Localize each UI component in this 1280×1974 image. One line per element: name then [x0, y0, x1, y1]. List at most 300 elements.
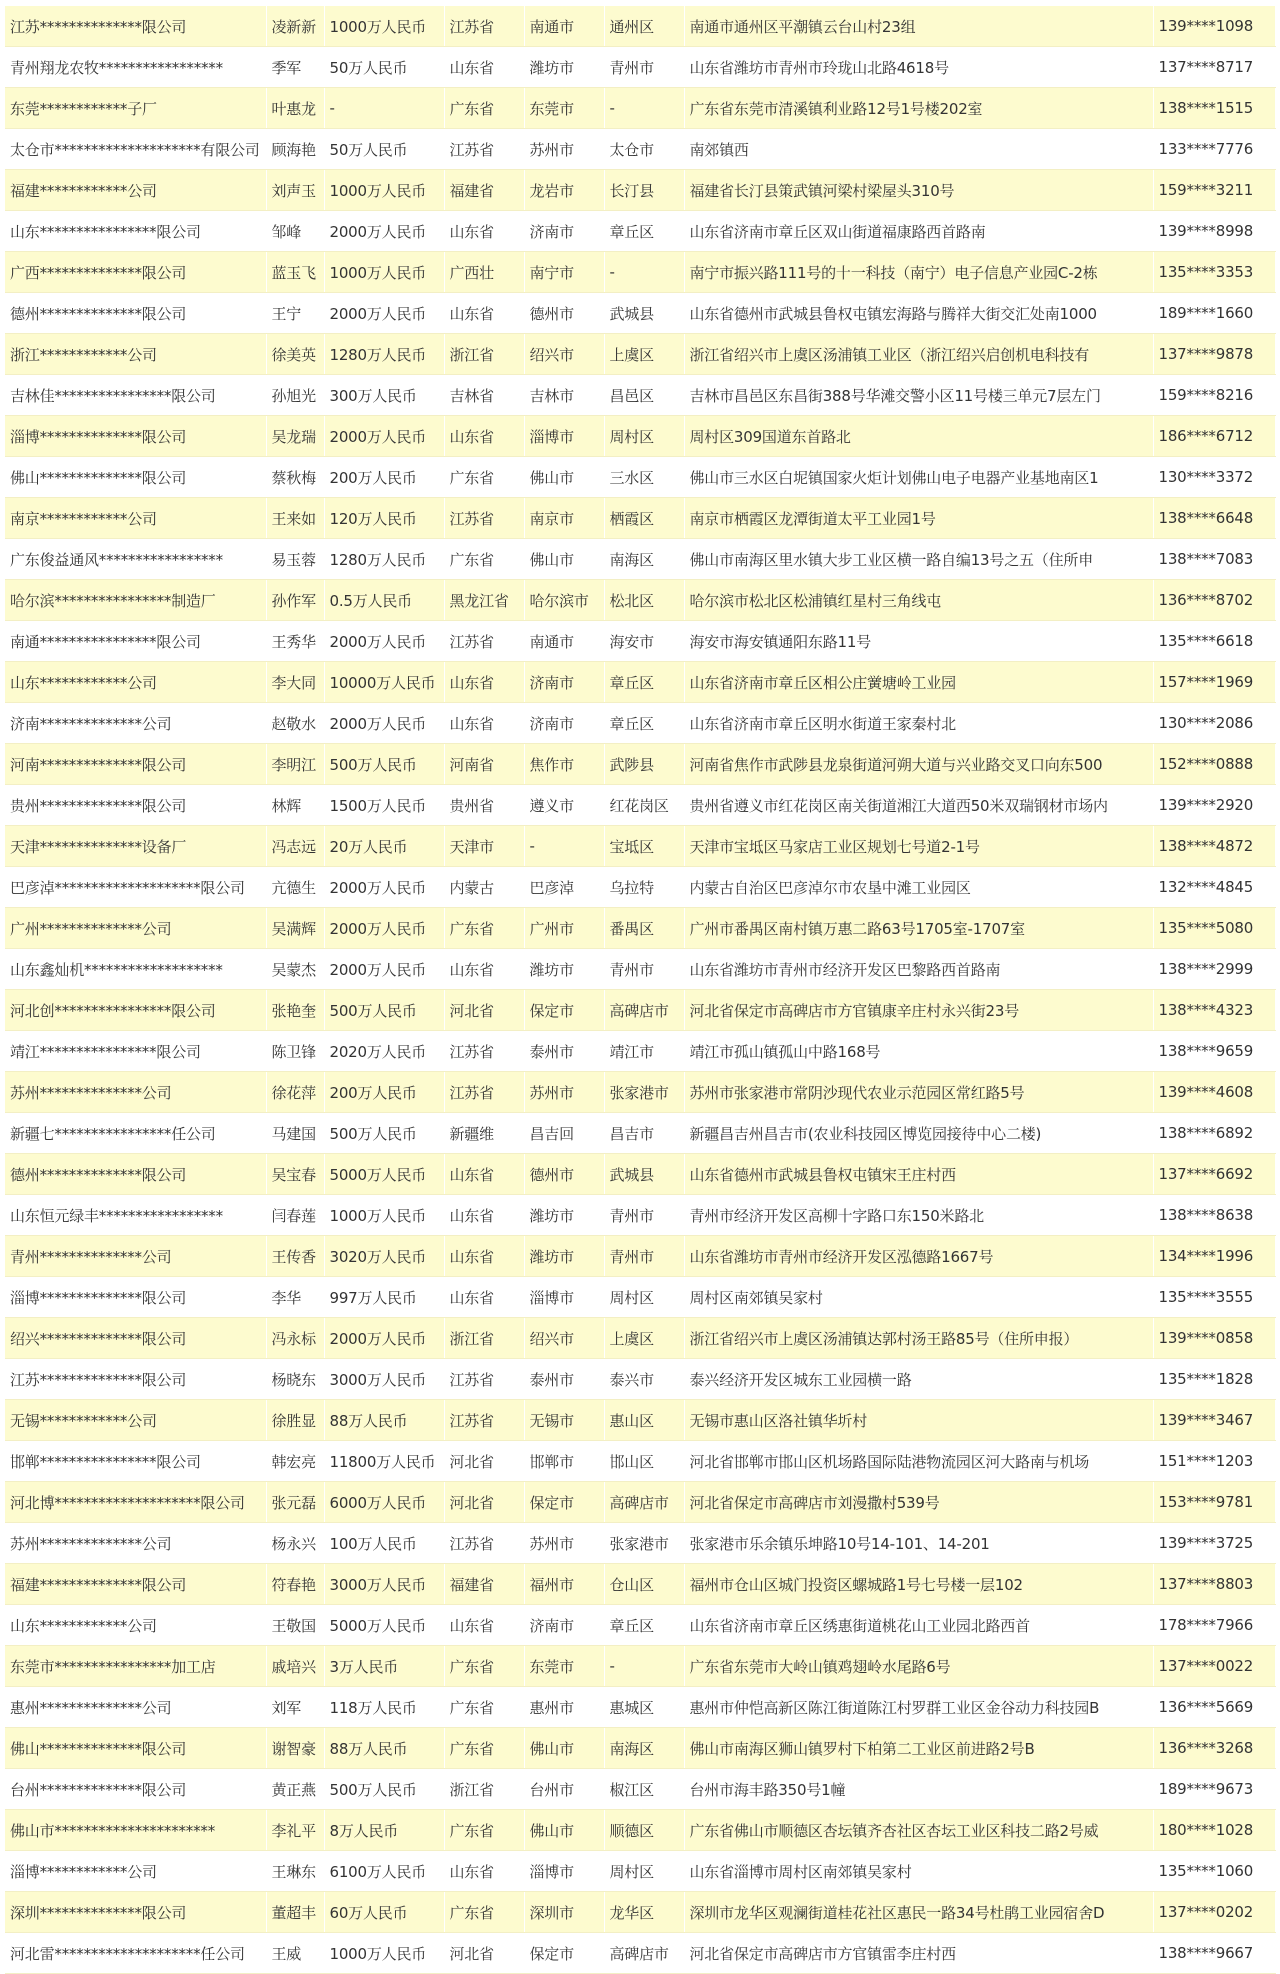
phone-cell: 135****5080	[1153, 908, 1275, 949]
company-name-cell: 青州**************公司	[5, 1236, 266, 1277]
district-cell: 昌邑区	[604, 375, 684, 416]
registered-capital-cell: 2000万人民币	[324, 1318, 444, 1359]
phone-cell: 189****1660	[1153, 293, 1275, 334]
table-row	[5, 1892, 1275, 1933]
address-cell: 吉林市昌邑区东昌街388号华滩交警小区11号楼三单元7层左门	[684, 375, 1153, 416]
legal-person-cell: 董超丰	[266, 1892, 324, 1933]
district-cell: 乌拉特	[604, 867, 684, 908]
phone-cell: 135****3555	[1153, 1277, 1275, 1318]
phone-cell: 133****7776	[1153, 129, 1275, 170]
registered-capital-cell: 997万人民币	[324, 1277, 444, 1318]
company-name-cell: 河北博********************限公司	[5, 1482, 266, 1523]
district-cell: 武城县	[604, 293, 684, 334]
address-cell: 南宁市振兴路111号的十一科技（南宁）电子信息产业园C-2栋	[684, 252, 1153, 293]
legal-person-cell: 李明江	[266, 744, 324, 785]
address-cell: 佛山市三水区白坭镇国家火炬计划佛山电子电器产业基地南区1	[684, 457, 1153, 498]
registered-capital-cell: -	[324, 88, 444, 129]
province-cell: 河南省	[444, 744, 524, 785]
address-cell: 内蒙古自治区巴彦淖尔市农垦中滩工业园区	[684, 867, 1153, 908]
table-row	[5, 498, 1275, 539]
district-cell: 栖霞区	[604, 498, 684, 539]
registered-capital-cell: 1280万人民币	[324, 539, 444, 580]
province-cell: 福建省	[444, 170, 524, 211]
registered-capital-cell: 100万人民币	[324, 1523, 444, 1564]
legal-person-cell: 王秀华	[266, 621, 324, 662]
province-cell: 广东省	[444, 1687, 524, 1728]
registered-capital-cell: 300万人民币	[324, 375, 444, 416]
district-cell: 青州市	[604, 47, 684, 88]
company-name-cell: 广东俊益通风*****************	[5, 539, 266, 580]
table-row	[5, 539, 1275, 580]
legal-person-cell: 林辉	[266, 785, 324, 826]
city-cell: 遵义市	[524, 785, 604, 826]
legal-person-cell: 蓝玉飞	[266, 252, 324, 293]
city-cell: 潍坊市	[524, 1195, 604, 1236]
registered-capital-cell: 0.5万人民币	[324, 580, 444, 621]
province-cell: 贵州省	[444, 785, 524, 826]
address-cell: 广州市番禺区南村镇万惠二路63号1705室-1707室	[684, 908, 1153, 949]
table-row	[5, 662, 1275, 703]
phone-cell: 132****4845	[1153, 867, 1275, 908]
table-row	[5, 457, 1275, 498]
table-row	[5, 416, 1275, 457]
legal-person-cell: 赵敬水	[266, 703, 324, 744]
district-cell: 章丘区	[604, 703, 684, 744]
registered-capital-cell: 1500万人民币	[324, 785, 444, 826]
company-name-cell: 深圳**************限公司	[5, 1892, 266, 1933]
province-cell: 河北省	[444, 1482, 524, 1523]
registered-capital-cell: 3000万人民币	[324, 1564, 444, 1605]
province-cell: 山东省	[444, 703, 524, 744]
district-cell: 海安市	[604, 621, 684, 662]
registered-capital-cell: 11800万人民币	[324, 1441, 444, 1482]
company-name-cell: 东莞市****************加工店	[5, 1646, 266, 1687]
district-cell: 红花岗区	[604, 785, 684, 826]
registered-capital-cell: 88万人民币	[324, 1400, 444, 1441]
city-cell: 苏州市	[524, 1072, 604, 1113]
phone-cell: 137****6692	[1153, 1154, 1275, 1195]
city-cell: 台州市	[524, 1769, 604, 1810]
phone-cell: 138****9667	[1153, 1933, 1275, 1974]
address-cell: 南通市通州区平潮镇云台山村23组	[684, 6, 1153, 47]
legal-person-cell: 王威	[266, 1933, 324, 1974]
registered-capital-cell: 50万人民币	[324, 47, 444, 88]
phone-cell: 136****3268	[1153, 1728, 1275, 1769]
table-row	[5, 293, 1275, 334]
phone-cell: 135****1060	[1153, 1851, 1275, 1892]
legal-person-cell: 吴宝春	[266, 1154, 324, 1195]
company-name-cell: 惠州**************公司	[5, 1687, 266, 1728]
company-name-cell: 河南**************限公司	[5, 744, 266, 785]
address-cell: 佛山市南海区狮山镇罗村下柏第二工业区前进路2号B	[684, 1728, 1153, 1769]
province-cell: 新疆维	[444, 1113, 524, 1154]
address-cell: 泰兴经济开发区城东工业园横一路	[684, 1359, 1153, 1400]
table-row	[5, 826, 1275, 867]
company-name-cell: 台州**************限公司	[5, 1769, 266, 1810]
province-cell: 广东省	[444, 88, 524, 129]
phone-cell: 178****7966	[1153, 1605, 1275, 1646]
address-cell: 山东省潍坊市青州市经济开发区巴黎路西首路南	[684, 949, 1153, 990]
province-cell: 江苏省	[444, 6, 524, 47]
legal-person-cell: 黄正燕	[266, 1769, 324, 1810]
province-cell: 浙江省	[444, 1318, 524, 1359]
city-cell: 哈尔滨市	[524, 580, 604, 621]
address-cell: 贵州省遵义市红花岗区南关街道湘江大道西50米双瑞钢材市场内	[684, 785, 1153, 826]
table-row	[5, 252, 1275, 293]
table-row	[5, 1810, 1275, 1851]
company-name-cell: 山东************公司	[5, 1605, 266, 1646]
address-cell: 天津市宝坻区马家店工业区规划七号道2-1号	[684, 826, 1153, 867]
city-cell: 德州市	[524, 293, 604, 334]
district-cell: 青州市	[604, 949, 684, 990]
table-row	[5, 170, 1275, 211]
registered-capital-cell: 500万人民币	[324, 744, 444, 785]
records-sheet	[5, 6, 1275, 1974]
phone-cell: 130****3372	[1153, 457, 1275, 498]
district-cell: -	[604, 252, 684, 293]
table-row	[5, 703, 1275, 744]
district-cell: -	[604, 1646, 684, 1687]
district-cell: 章丘区	[604, 1605, 684, 1646]
phone-cell: 186****6712	[1153, 416, 1275, 457]
table-row	[5, 375, 1275, 416]
legal-person-cell: 邹峰	[266, 211, 324, 252]
registered-capital-cell: 50万人民币	[324, 129, 444, 170]
company-name-cell: 河北雷********************任公司	[5, 1933, 266, 1974]
company-name-cell: 山东************公司	[5, 662, 266, 703]
table-row	[5, 1605, 1275, 1646]
company-name-cell: 福建************公司	[5, 170, 266, 211]
company-name-cell: 德州**************限公司	[5, 1154, 266, 1195]
province-cell: 浙江省	[444, 1769, 524, 1810]
company-name-cell: 贵州**************限公司	[5, 785, 266, 826]
province-cell: 江苏省	[444, 498, 524, 539]
phone-cell: 138****4872	[1153, 826, 1275, 867]
city-cell: 南宁市	[524, 252, 604, 293]
address-cell: 山东省济南市章丘区双山街道福康路西首路南	[684, 211, 1153, 252]
table-row	[5, 211, 1275, 252]
phone-cell: 137****0022	[1153, 1646, 1275, 1687]
city-cell: 佛山市	[524, 539, 604, 580]
legal-person-cell: 马建国	[266, 1113, 324, 1154]
address-cell: 山东省济南市章丘区相公庄黉塘岭工业园	[684, 662, 1153, 703]
city-cell: 佛山市	[524, 1728, 604, 1769]
registered-capital-cell: 6100万人民币	[324, 1851, 444, 1892]
phone-cell: 180****1028	[1153, 1810, 1275, 1851]
province-cell: 江苏省	[444, 1400, 524, 1441]
legal-person-cell: 杨晓东	[266, 1359, 324, 1400]
phone-cell: 139****3725	[1153, 1523, 1275, 1564]
company-name-cell: 佛山**************限公司	[5, 1728, 266, 1769]
province-cell: 浙江省	[444, 334, 524, 375]
company-name-cell: 苏州**************公司	[5, 1072, 266, 1113]
registered-capital-cell: 10000万人民币	[324, 662, 444, 703]
address-cell: 山东省德州市武城县鲁权屯镇宏海路与腾祥大街交汇处南1000	[684, 293, 1153, 334]
company-name-cell: 淄博**************限公司	[5, 1277, 266, 1318]
registered-capital-cell: 1000万人民币	[324, 1933, 444, 1974]
company-name-cell: 苏州**************公司	[5, 1523, 266, 1564]
table-row	[5, 908, 1275, 949]
registered-capital-cell: 60万人民币	[324, 1892, 444, 1933]
legal-person-cell: 王来如	[266, 498, 324, 539]
city-cell: 淄博市	[524, 416, 604, 457]
phone-cell: 139****0858	[1153, 1318, 1275, 1359]
company-name-cell: 巴彦淖********************限公司	[5, 867, 266, 908]
address-cell: 浙江省绍兴市上虞区汤浦镇达郭村汤王路85号（住所申报）	[684, 1318, 1153, 1359]
legal-person-cell: 凌新新	[266, 6, 324, 47]
city-cell: 巴彦淖	[524, 867, 604, 908]
phone-cell: 136****5669	[1153, 1687, 1275, 1728]
district-cell: 靖江市	[604, 1031, 684, 1072]
address-cell: 靖江市孤山镇孤山中路168号	[684, 1031, 1153, 1072]
table-row	[5, 6, 1275, 47]
province-cell: 黑龙江省	[444, 580, 524, 621]
registered-capital-cell: 8万人民币	[324, 1810, 444, 1851]
province-cell: 山东省	[444, 211, 524, 252]
province-cell: 江苏省	[444, 1072, 524, 1113]
city-cell: -	[524, 826, 604, 867]
legal-person-cell: 蔡秋梅	[266, 457, 324, 498]
legal-person-cell: 季军	[266, 47, 324, 88]
company-name-cell: 广西**************限公司	[5, 252, 266, 293]
address-cell: 广东省东莞市大岭山镇鸡翅岭水尾路6号	[684, 1646, 1153, 1687]
phone-cell: 139****1098	[1153, 6, 1275, 47]
city-cell: 德州市	[524, 1154, 604, 1195]
address-cell: 新疆昌吉州昌吉市(农业科技园区博览园接待中心二楼)	[684, 1113, 1153, 1154]
address-cell: 南京市栖霞区龙潭街道太平工业园1号	[684, 498, 1153, 539]
address-cell: 无锡市惠山区洛社镇华圻村	[684, 1400, 1153, 1441]
table-row	[5, 1072, 1275, 1113]
city-cell: 苏州市	[524, 1523, 604, 1564]
registered-capital-cell: 2000万人民币	[324, 416, 444, 457]
city-cell: 龙岩市	[524, 170, 604, 211]
city-cell: 泰州市	[524, 1359, 604, 1400]
address-cell: 河北省保定市高碑店市方官镇康辛庄村永兴街23号	[684, 990, 1153, 1031]
table-row	[5, 1400, 1275, 1441]
address-cell: 山东省潍坊市青州市玲珑山北路4618号	[684, 47, 1153, 88]
phone-cell: 138****7083	[1153, 539, 1275, 580]
city-cell: 吉林市	[524, 375, 604, 416]
phone-cell: 135****3353	[1153, 252, 1275, 293]
table-row	[5, 1195, 1275, 1236]
registered-capital-cell: 6000万人民币	[324, 1482, 444, 1523]
province-cell: 江苏省	[444, 621, 524, 662]
company-name-cell: 广州**************公司	[5, 908, 266, 949]
address-cell: 哈尔滨市松北区松浦镇红星村三角线屯	[684, 580, 1153, 621]
phone-cell: 137****0202	[1153, 1892, 1275, 1933]
district-cell: 青州市	[604, 1195, 684, 1236]
province-cell: 内蒙古	[444, 867, 524, 908]
table-row	[5, 129, 1275, 170]
city-cell: 淄博市	[524, 1277, 604, 1318]
registered-capital-cell: 2000万人民币	[324, 293, 444, 334]
phone-cell: 138****1515	[1153, 88, 1275, 129]
province-cell: 吉林省	[444, 375, 524, 416]
legal-person-cell: 亢德生	[266, 867, 324, 908]
district-cell: 顺德区	[604, 1810, 684, 1851]
company-name-cell: 青州翔龙农牧*****************	[5, 47, 266, 88]
registered-capital-cell: 3万人民币	[324, 1646, 444, 1687]
district-cell: 泰兴市	[604, 1359, 684, 1400]
city-cell: 福州市	[524, 1564, 604, 1605]
district-cell: 章丘区	[604, 211, 684, 252]
registered-capital-cell: 500万人民币	[324, 1113, 444, 1154]
province-cell: 广东省	[444, 1728, 524, 1769]
table-row	[5, 1031, 1275, 1072]
city-cell: 潍坊市	[524, 949, 604, 990]
legal-person-cell: 王传香	[266, 1236, 324, 1277]
city-cell: 保定市	[524, 990, 604, 1031]
address-cell: 福州市仓山区城门投资区螺城路1号七号楼一层102	[684, 1564, 1153, 1605]
province-cell: 山东省	[444, 662, 524, 703]
district-cell: 南海区	[604, 539, 684, 580]
province-cell: 江苏省	[444, 1523, 524, 1564]
registered-capital-cell: 3000万人民币	[324, 1359, 444, 1400]
legal-person-cell: 杨永兴	[266, 1523, 324, 1564]
phone-cell: 137****8717	[1153, 47, 1275, 88]
province-cell: 山东省	[444, 1154, 524, 1195]
city-cell: 南通市	[524, 6, 604, 47]
city-cell: 苏州市	[524, 129, 604, 170]
company-name-cell: 吉林佳****************限公司	[5, 375, 266, 416]
company-name-cell: 济南**************公司	[5, 703, 266, 744]
district-cell: -	[604, 88, 684, 129]
table-row	[5, 1482, 1275, 1523]
province-cell: 山东省	[444, 47, 524, 88]
province-cell: 山东省	[444, 1605, 524, 1646]
district-cell: 番禺区	[604, 908, 684, 949]
phone-cell: 138****9659	[1153, 1031, 1275, 1072]
legal-person-cell: 李大同	[266, 662, 324, 703]
legal-person-cell: 刘军	[266, 1687, 324, 1728]
city-cell: 泰州市	[524, 1031, 604, 1072]
table-row	[5, 1564, 1275, 1605]
district-cell: 惠山区	[604, 1400, 684, 1441]
province-cell: 山东省	[444, 416, 524, 457]
address-cell: 山东省济南市章丘区明水街道王家秦村北	[684, 703, 1153, 744]
city-cell: 济南市	[524, 703, 604, 744]
phone-cell: 134****1996	[1153, 1236, 1275, 1277]
legal-person-cell: 王宁	[266, 293, 324, 334]
registered-capital-cell: 1280万人民币	[324, 334, 444, 375]
phone-cell: 153****9781	[1153, 1482, 1275, 1523]
province-cell: 天津市	[444, 826, 524, 867]
district-cell: 三水区	[604, 457, 684, 498]
company-name-cell: 山东****************限公司	[5, 211, 266, 252]
address-cell: 山东省潍坊市青州市经济开发区泓德路1667号	[684, 1236, 1153, 1277]
records-body	[5, 6, 1275, 1974]
phone-cell: 152****0888	[1153, 744, 1275, 785]
phone-cell: 189****9673	[1153, 1769, 1275, 1810]
table-row	[5, 1851, 1275, 1892]
legal-person-cell: 张艳奎	[266, 990, 324, 1031]
phone-cell: 138****4323	[1153, 990, 1275, 1031]
address-cell: 福建省长汀县策武镇河梁村梁屋头310号	[684, 170, 1153, 211]
registered-capital-cell: 1000万人民币	[324, 170, 444, 211]
province-cell: 山东省	[444, 1277, 524, 1318]
district-cell: 南海区	[604, 1728, 684, 1769]
city-cell: 济南市	[524, 1605, 604, 1646]
address-cell: 浙江省绍兴市上虞区汤浦镇工业区（浙江绍兴启创机电科技有	[684, 334, 1153, 375]
phone-cell: 139****8998	[1153, 211, 1275, 252]
legal-person-cell: 吴满辉	[266, 908, 324, 949]
legal-person-cell: 李华	[266, 1277, 324, 1318]
legal-person-cell: 徐胜显	[266, 1400, 324, 1441]
address-cell: 河北省保定市高碑店市方官镇雷李庄村西	[684, 1933, 1153, 1974]
legal-person-cell: 张元磊	[266, 1482, 324, 1523]
address-cell: 河南省焦作市武陟县龙泉街道河朔大道与兴业路交叉口向东500	[684, 744, 1153, 785]
province-cell: 山东省	[444, 1236, 524, 1277]
address-cell: 山东省德州市武城县鲁权屯镇宋王庄村西	[684, 1154, 1153, 1195]
phone-cell: 159****3211	[1153, 170, 1275, 211]
district-cell: 上虞区	[604, 334, 684, 375]
district-cell: 太仓市	[604, 129, 684, 170]
province-cell: 河北省	[444, 1933, 524, 1974]
company-name-cell: 河北创****************限公司	[5, 990, 266, 1031]
table-row	[5, 1318, 1275, 1359]
province-cell: 山东省	[444, 1851, 524, 1892]
legal-person-cell: 符春艳	[266, 1564, 324, 1605]
province-cell: 江苏省	[444, 1359, 524, 1400]
address-cell: 山东省济南市章丘区绣惠街道桃花山工业园北路西首	[684, 1605, 1153, 1646]
district-cell: 高碑店市	[604, 1482, 684, 1523]
city-cell: 惠州市	[524, 1687, 604, 1728]
table-row	[5, 1769, 1275, 1810]
province-cell: 河北省	[444, 1441, 524, 1482]
province-cell: 广东省	[444, 908, 524, 949]
company-name-cell: 山东恒元绿丰*****************	[5, 1195, 266, 1236]
table-row	[5, 1687, 1275, 1728]
city-cell: 焦作市	[524, 744, 604, 785]
records-table	[5, 6, 1276, 1974]
phone-cell: 135****6618	[1153, 621, 1275, 662]
table-row	[5, 1359, 1275, 1400]
registered-capital-cell: 120万人民币	[324, 498, 444, 539]
district-cell: 宝坻区	[604, 826, 684, 867]
city-cell: 无锡市	[524, 1400, 604, 1441]
table-row	[5, 1646, 1275, 1687]
table-row	[5, 990, 1275, 1031]
registered-capital-cell: 2000万人民币	[324, 211, 444, 252]
phone-cell: 157****1969	[1153, 662, 1275, 703]
legal-person-cell: 冯志远	[266, 826, 324, 867]
legal-person-cell: 吴蒙杰	[266, 949, 324, 990]
city-cell: 绍兴市	[524, 1318, 604, 1359]
province-cell: 广东省	[444, 1646, 524, 1687]
address-cell: 佛山市南海区里水镇大步工业区横一路自编13号之五（住所申	[684, 539, 1153, 580]
city-cell: 佛山市	[524, 457, 604, 498]
table-row	[5, 1236, 1275, 1277]
company-name-cell: 新疆七****************任公司	[5, 1113, 266, 1154]
address-cell: 山东省淄博市周村区南郊镇吴家村	[684, 1851, 1153, 1892]
legal-person-cell: 刘声玉	[266, 170, 324, 211]
legal-person-cell: 李礼平	[266, 1810, 324, 1851]
registered-capital-cell: 5000万人民币	[324, 1605, 444, 1646]
phone-cell: 137****9878	[1153, 334, 1275, 375]
province-cell: 山东省	[444, 293, 524, 334]
table-row	[5, 1523, 1275, 1564]
province-cell: 河北省	[444, 990, 524, 1031]
phone-cell: 137****8803	[1153, 1564, 1275, 1605]
province-cell: 广东省	[444, 1810, 524, 1851]
phone-cell: 139****2920	[1153, 785, 1275, 826]
registered-capital-cell: 2000万人民币	[324, 949, 444, 990]
address-cell: 海安市海安镇通阳东路11号	[684, 621, 1153, 662]
company-name-cell: 福建**************限公司	[5, 1564, 266, 1605]
province-cell: 江苏省	[444, 1031, 524, 1072]
district-cell: 周村区	[604, 416, 684, 457]
table-row	[5, 1154, 1275, 1195]
